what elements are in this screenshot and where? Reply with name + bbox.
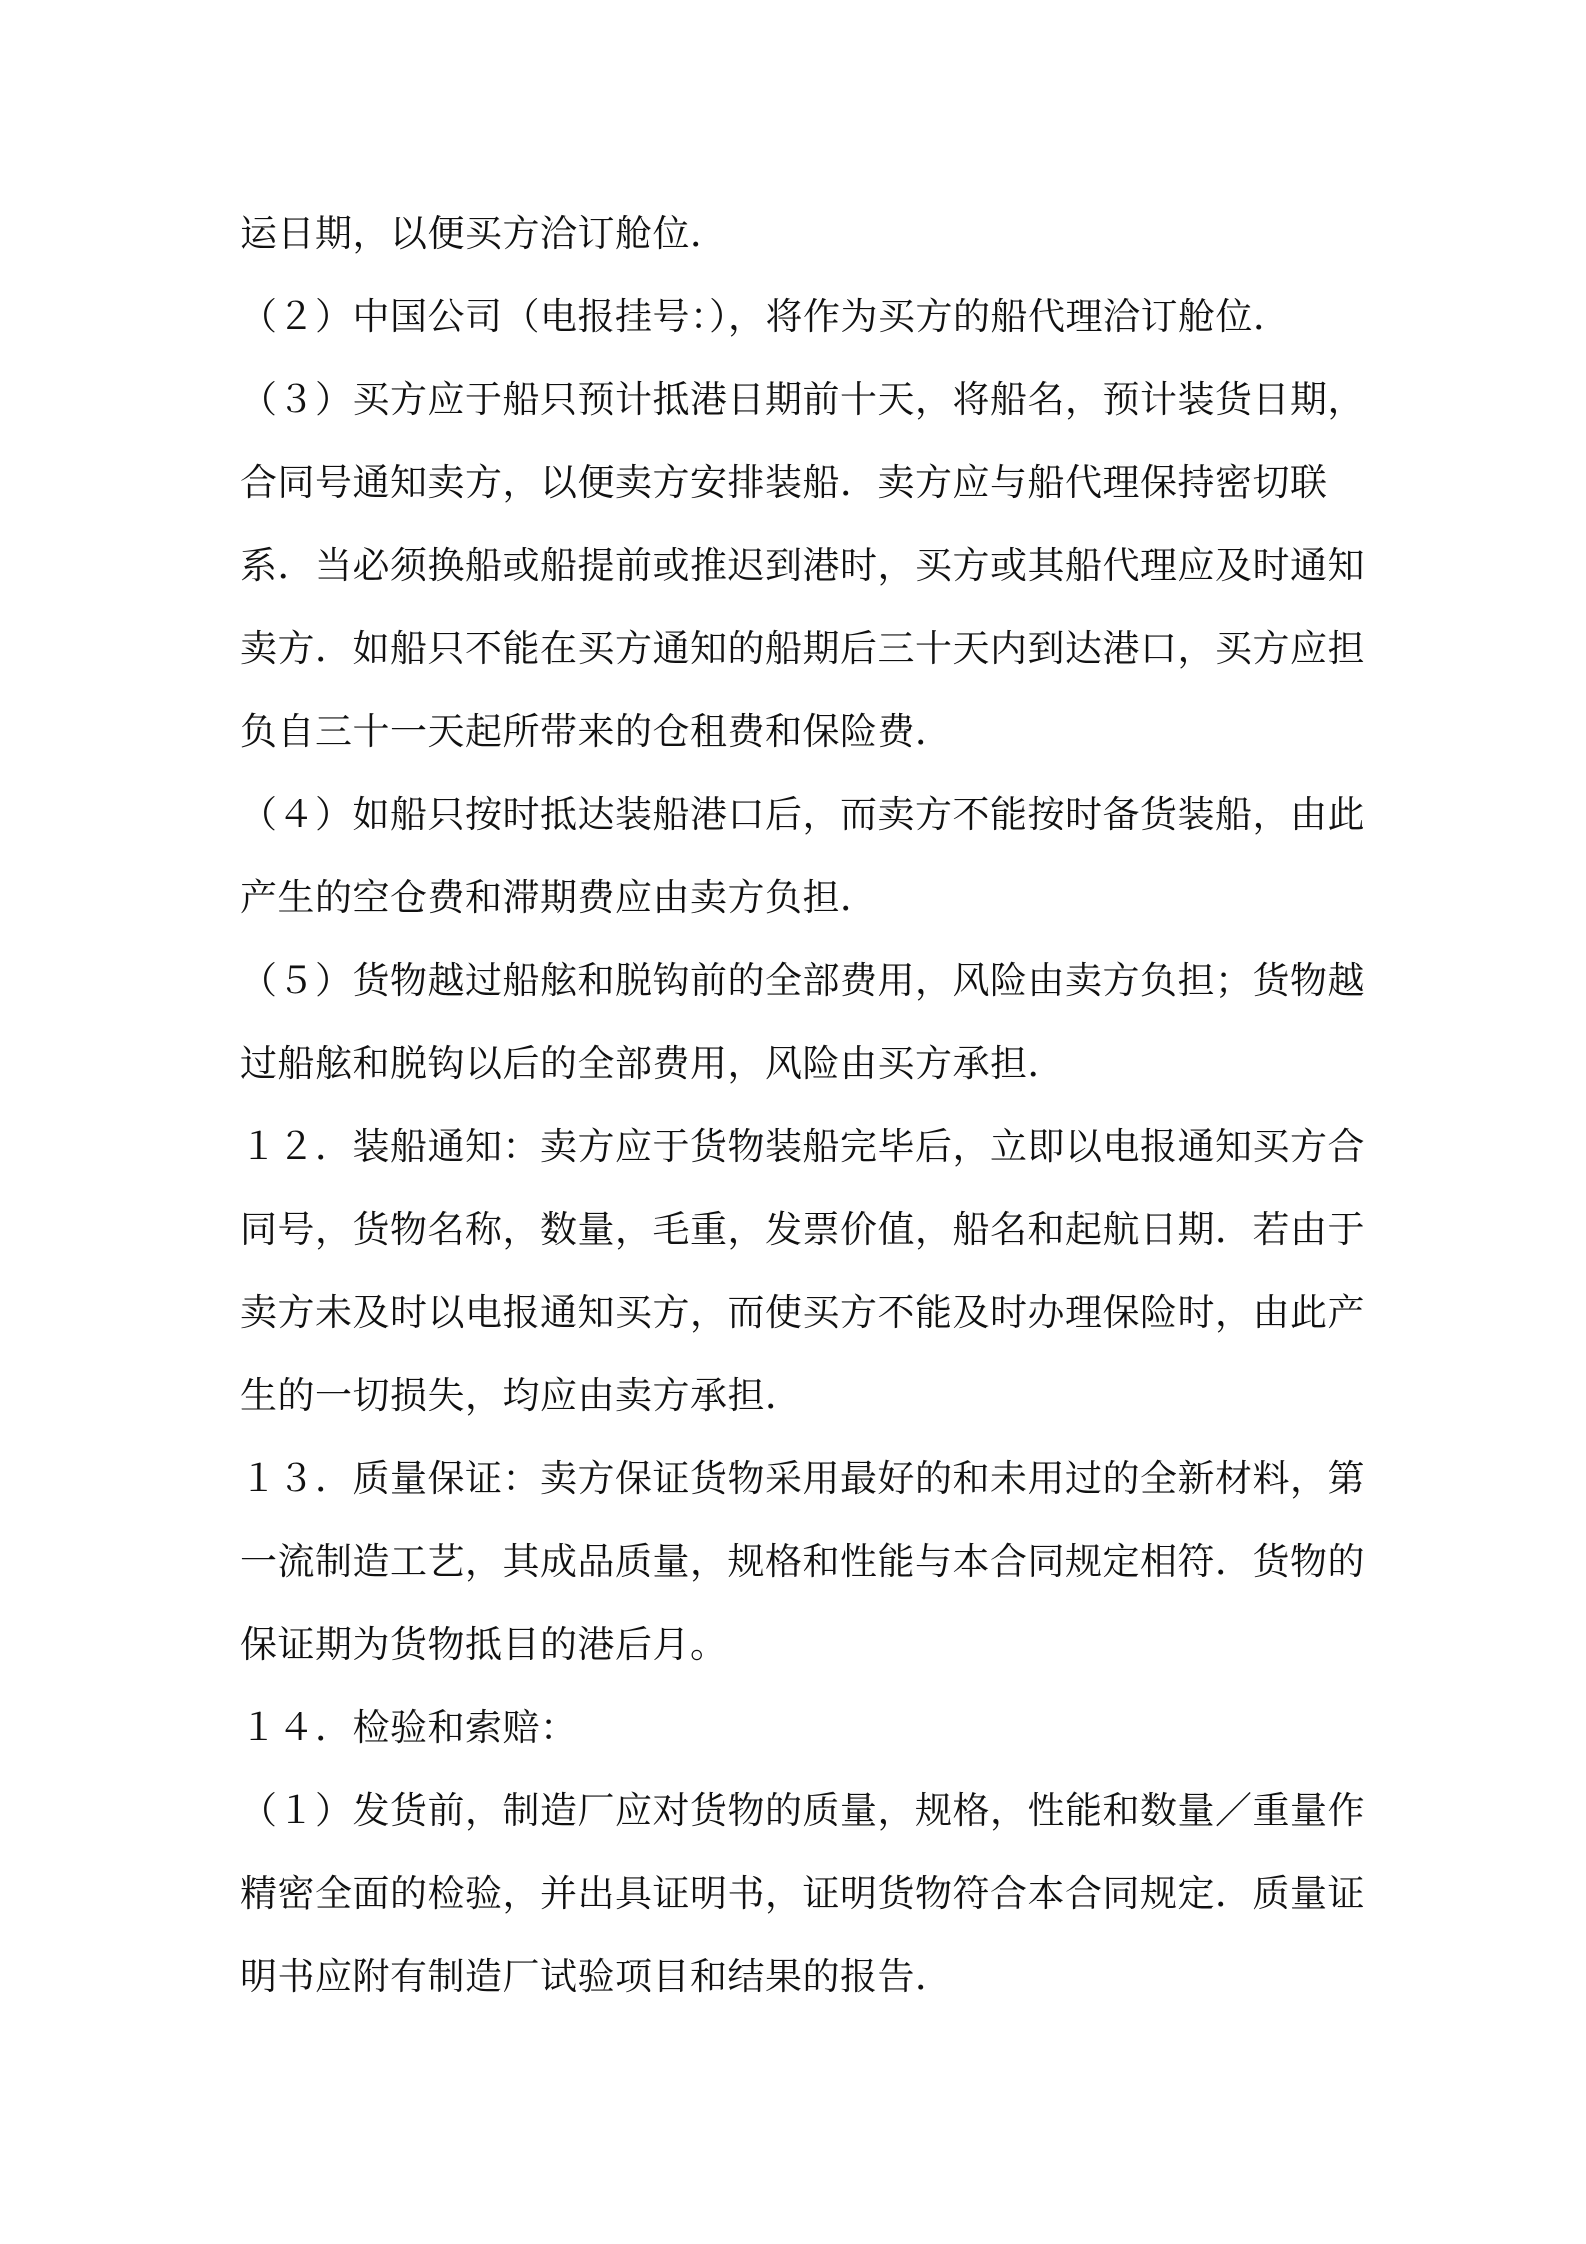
text-line: 系．当必须换船或船提前或推迟到港时，买方或其船代理应及时通知 (240, 544, 1365, 587)
text-line: 精密全面的检验，并出具证明书，证明货物符合本合同规定．质量证 (240, 1872, 1365, 1915)
text-line: 一流制造工艺，其成品质量，规格和性能与本合同规定相符．货物的 (240, 1540, 1365, 1583)
text-line: 同号，货物名称，数量，毛重，发票价值，船名和起航日期．若由于 (240, 1208, 1365, 1251)
text-line: 明书应附有制造厂试验项目和结果的报告． (240, 1955, 953, 1998)
contract-text (240, 192, 1370, 2018)
text-line: １３．质量保证：卖方保证货物采用最好的和未用过的全新材料，第 (240, 1457, 1365, 1500)
text-line: １４．检验和索赔： (240, 1706, 578, 1749)
text-line: １２．装船通知：卖方应于货物装船完毕后，立即以电报通知买方合 (240, 1125, 1365, 1168)
text-line: （５）货物越过船舷和脱钩前的全部费用，风险由卖方负担；货物越 (240, 959, 1365, 1002)
text-line: 生的一切损失，均应由卖方承担． (240, 1374, 803, 1417)
text-line: 卖方．如船只不能在买方通知的船期后三十天内到达港口，买方应担 (240, 627, 1365, 670)
text-line: （４）如船只按时抵达装船港口后，而卖方不能按时备货装船，由此 (240, 793, 1365, 836)
text-line: 过船舷和脱钩以后的全部费用，风险由买方承担． (240, 1042, 1065, 1085)
text-line: 保证期为货物抵目的港后月。 (240, 1623, 728, 1666)
text-line: 运日期，以便买方洽订舱位． (240, 212, 728, 255)
text-line: （２）中国公司（电报挂号：），将作为买方的船代理洽订舱位． (240, 295, 1291, 338)
text-line: 负自三十一天起所带来的仓租费和保险费． (240, 710, 953, 753)
text-line: （３）买方应于船只预计抵港日期前十天，将船名，预计装货日期， (240, 378, 1365, 421)
text-line: 合同号通知卖方，以便卖方安排装船．卖方应与船代理保持密切联 (240, 461, 1328, 504)
text-line: 卖方未及时以电报通知买方，而使买方不能及时办理保险时，由此产 (240, 1291, 1365, 1334)
text-line: （１）发货前，制造厂应对货物的质量，规格，性能和数量／重量作 (240, 1789, 1365, 1832)
text-line: 产生的空仓费和滞期费应由卖方负担． (240, 876, 878, 919)
